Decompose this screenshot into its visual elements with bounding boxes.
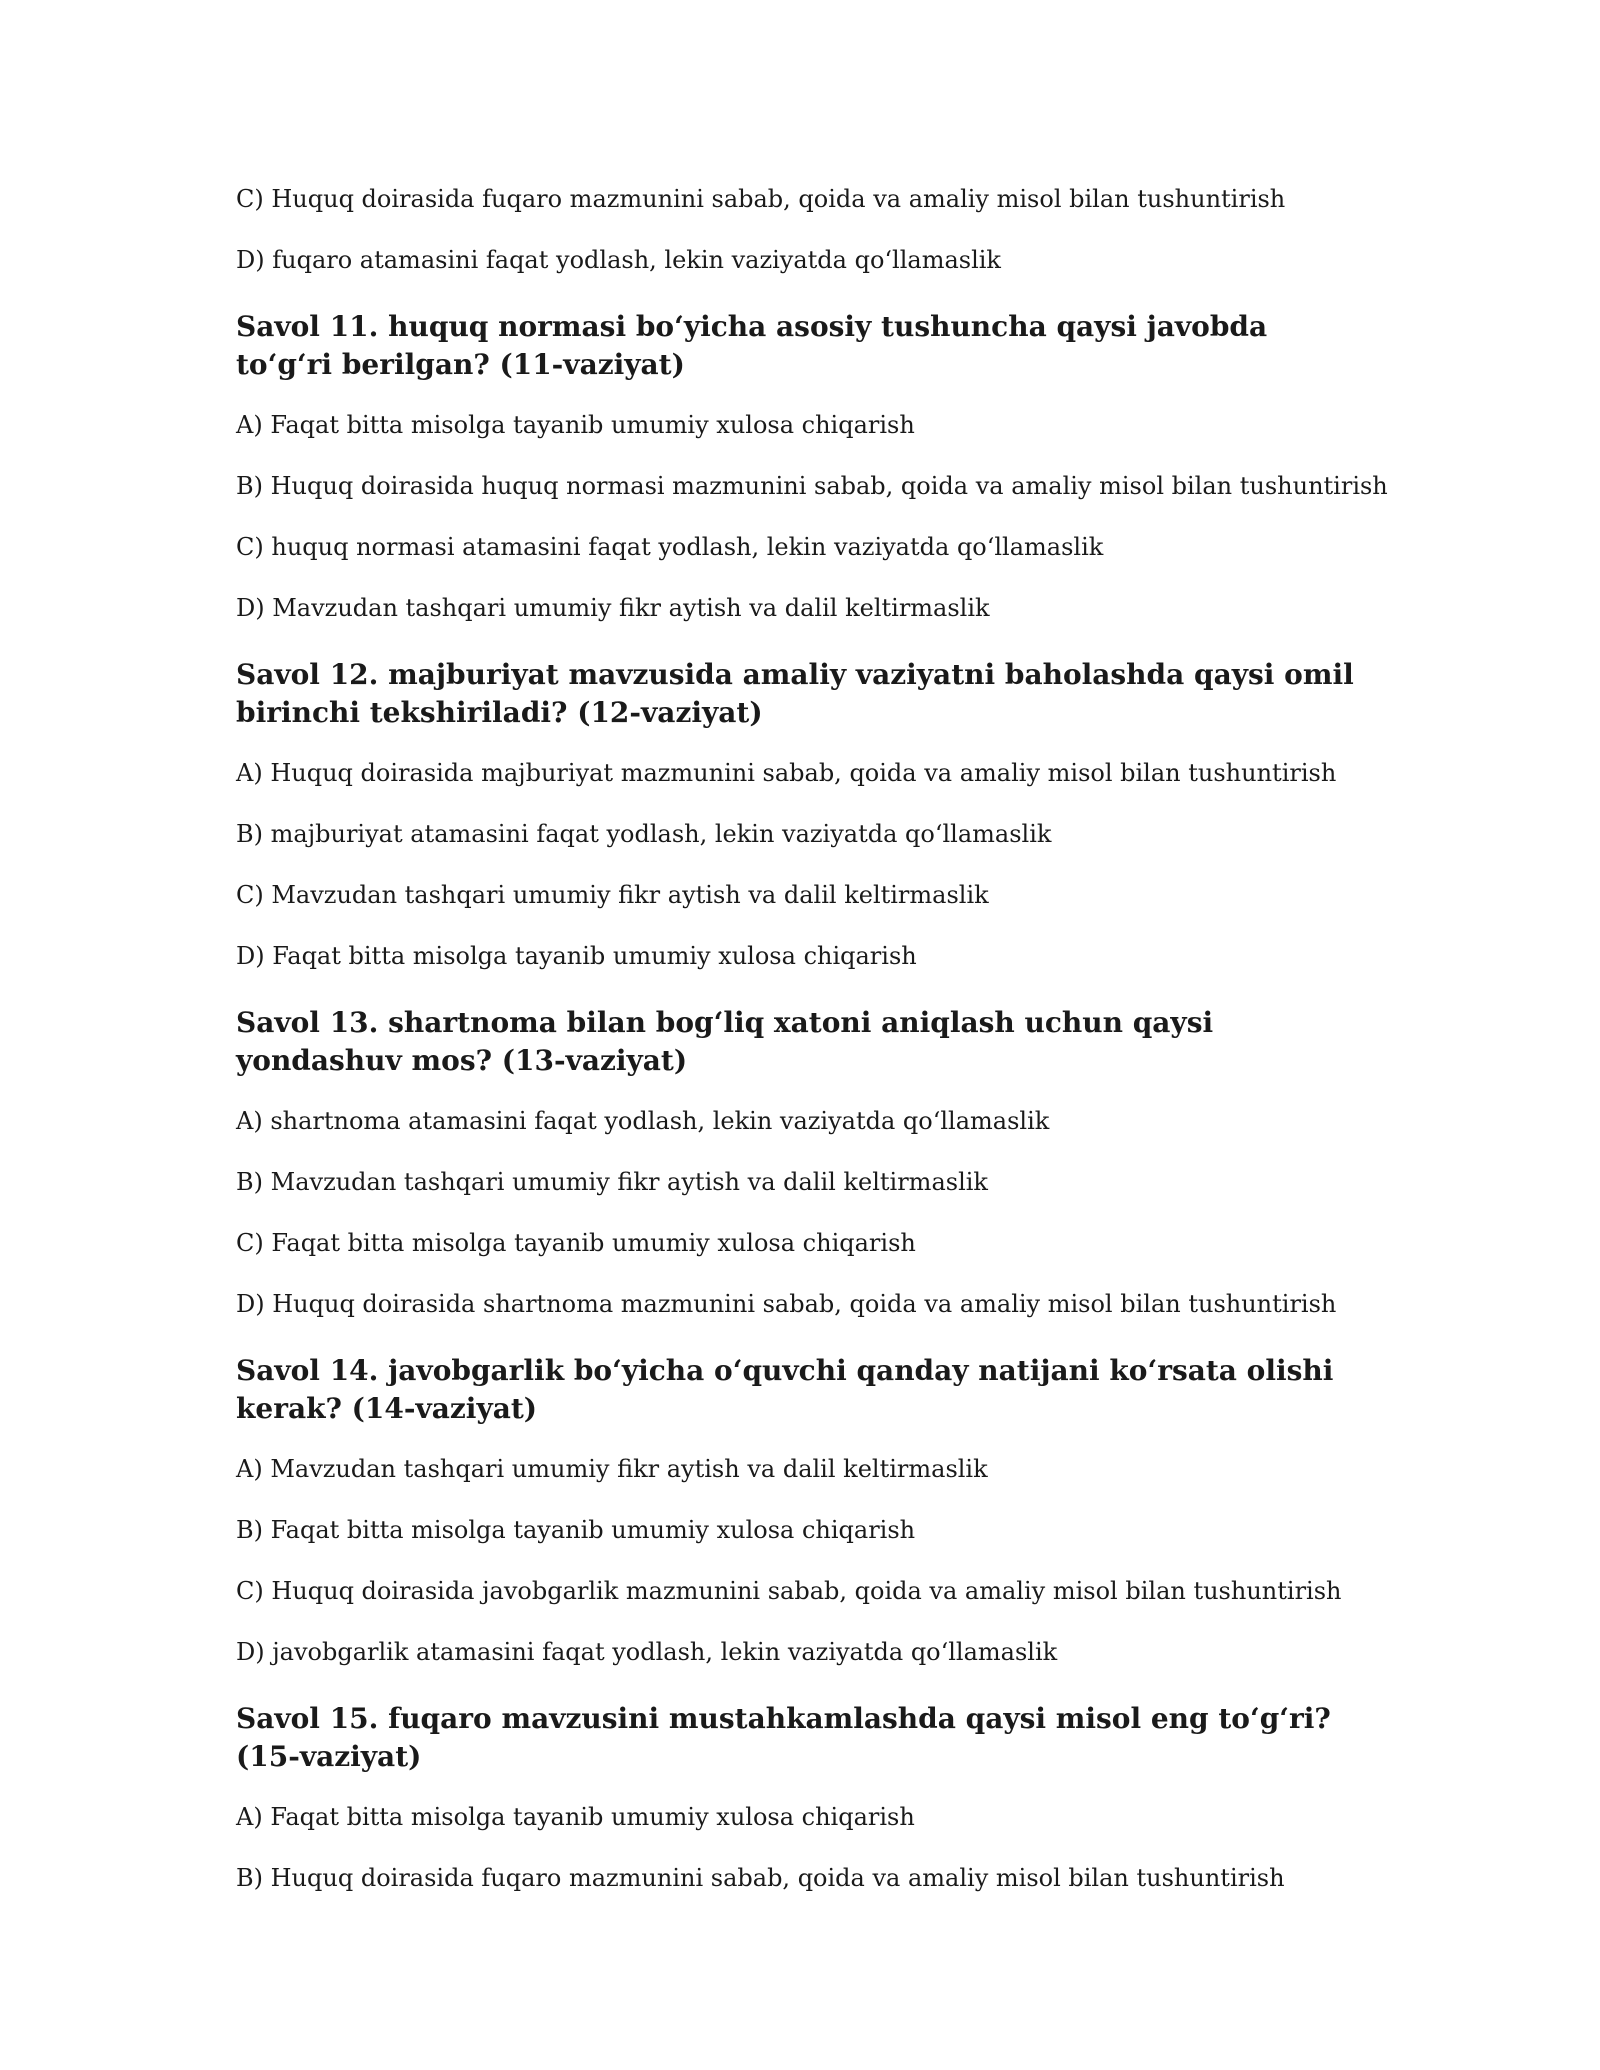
answer-option: D) Faqat bitta misolga tayanib umumiy xulosa chiqarish bbox=[236, 942, 917, 970]
answer-option: B) majburiyat atamasini faqat yodlash, lekin vaziyatda qo‘llamaslik bbox=[236, 820, 1052, 848]
question-heading: Savol 13. shartnoma bilan bog‘liq xatoni aniqlash uchun qaysi yondashuv mos? (13-vaziyat) bbox=[236, 1006, 1214, 1077]
answer-option: D) fuqaro atamasini faqat yodlash, lekin vaziyatda qo‘llamaslik bbox=[236, 246, 1001, 274]
answer-option: D) Huquq doirasida shartnoma mazmunini sabab, qoida va amaliy misol bilan tushuntirish bbox=[236, 1290, 1337, 1318]
answer-option: D) Mavzudan tashqari umumiy fikr aytish va dalil keltirmaslik bbox=[236, 594, 990, 622]
question-heading: Savol 11. huquq normasi bo‘yicha asosiy tushuncha qaysi javobda to‘g‘ri berilgan? (11-vaziyat) bbox=[236, 310, 1268, 381]
document-body bbox=[236, 184, 1388, 1924]
answer-option: D) javobgarlik atamasini faqat yodlash, lekin vaziyatda qo‘llamaslik bbox=[236, 1638, 1058, 1666]
answer-option: C) Faqat bitta misolga tayanib umumiy xulosa chiqarish bbox=[236, 1229, 916, 1257]
question-heading: Savol 12. majburiyat mavzusida amaliy vaziyatni baholashda qaysi omil birinchi tekshiriladi? (12-vaziyat) bbox=[236, 658, 1354, 729]
answer-option: B) Huquq doirasida huquq normasi mazmunini sabab, qoida va amaliy misol bilan tushuntirish bbox=[236, 472, 1388, 500]
answer-option: A) shartnoma atamasini faqat yodlash, lekin vaziyatda qo‘llamaslik bbox=[236, 1107, 1050, 1135]
answer-option: B) Faqat bitta misolga tayanib umumiy xulosa chiqarish bbox=[236, 1516, 916, 1544]
answer-option: A) Huquq doirasida majburiyat mazmunini sabab, qoida va amaliy misol bilan tushuntirish bbox=[236, 759, 1337, 787]
answer-option: A) Faqat bitta misolga tayanib umumiy xulosa chiqarish bbox=[236, 411, 915, 439]
answer-option: C) Mavzudan tashqari umumiy fikr aytish va dalil keltirmaslik bbox=[236, 881, 989, 909]
answer-option: C) Huquq doirasida javobgarlik mazmunini sabab, qoida va amaliy misol bilan tushuntirish bbox=[236, 1577, 1342, 1605]
answer-option: C) Huquq doirasida fuqaro mazmunini sabab, qoida va amaliy misol bilan tushuntirish bbox=[236, 185, 1286, 213]
answer-option: C) huquq normasi atamasini faqat yodlash, lekin vaziyatda qo‘llamaslik bbox=[236, 533, 1104, 561]
answer-option: B) Mavzudan tashqari umumiy fikr aytish va dalil keltirmaslik bbox=[236, 1168, 988, 1196]
answer-option: A) Faqat bitta misolga tayanib umumiy xulosa chiqarish bbox=[236, 1803, 915, 1831]
question-heading: Savol 14. javobgarlik bo‘yicha o‘quvchi qanday natijani ko‘rsata olishi kerak? (14-vaziyat) bbox=[236, 1354, 1334, 1425]
answer-option: A) Mavzudan tashqari umumiy fikr aytish va dalil keltirmaslik bbox=[236, 1455, 988, 1483]
question-heading: Savol 15. fuqaro mavzusini mustahkamlashda qaysi misol eng to‘g‘ri? (15-vaziyat) bbox=[236, 1702, 1331, 1773]
answer-option: B) Huquq doirasida fuqaro mazmunini sabab, qoida va amaliy misol bilan tushuntirish bbox=[236, 1864, 1285, 1892]
